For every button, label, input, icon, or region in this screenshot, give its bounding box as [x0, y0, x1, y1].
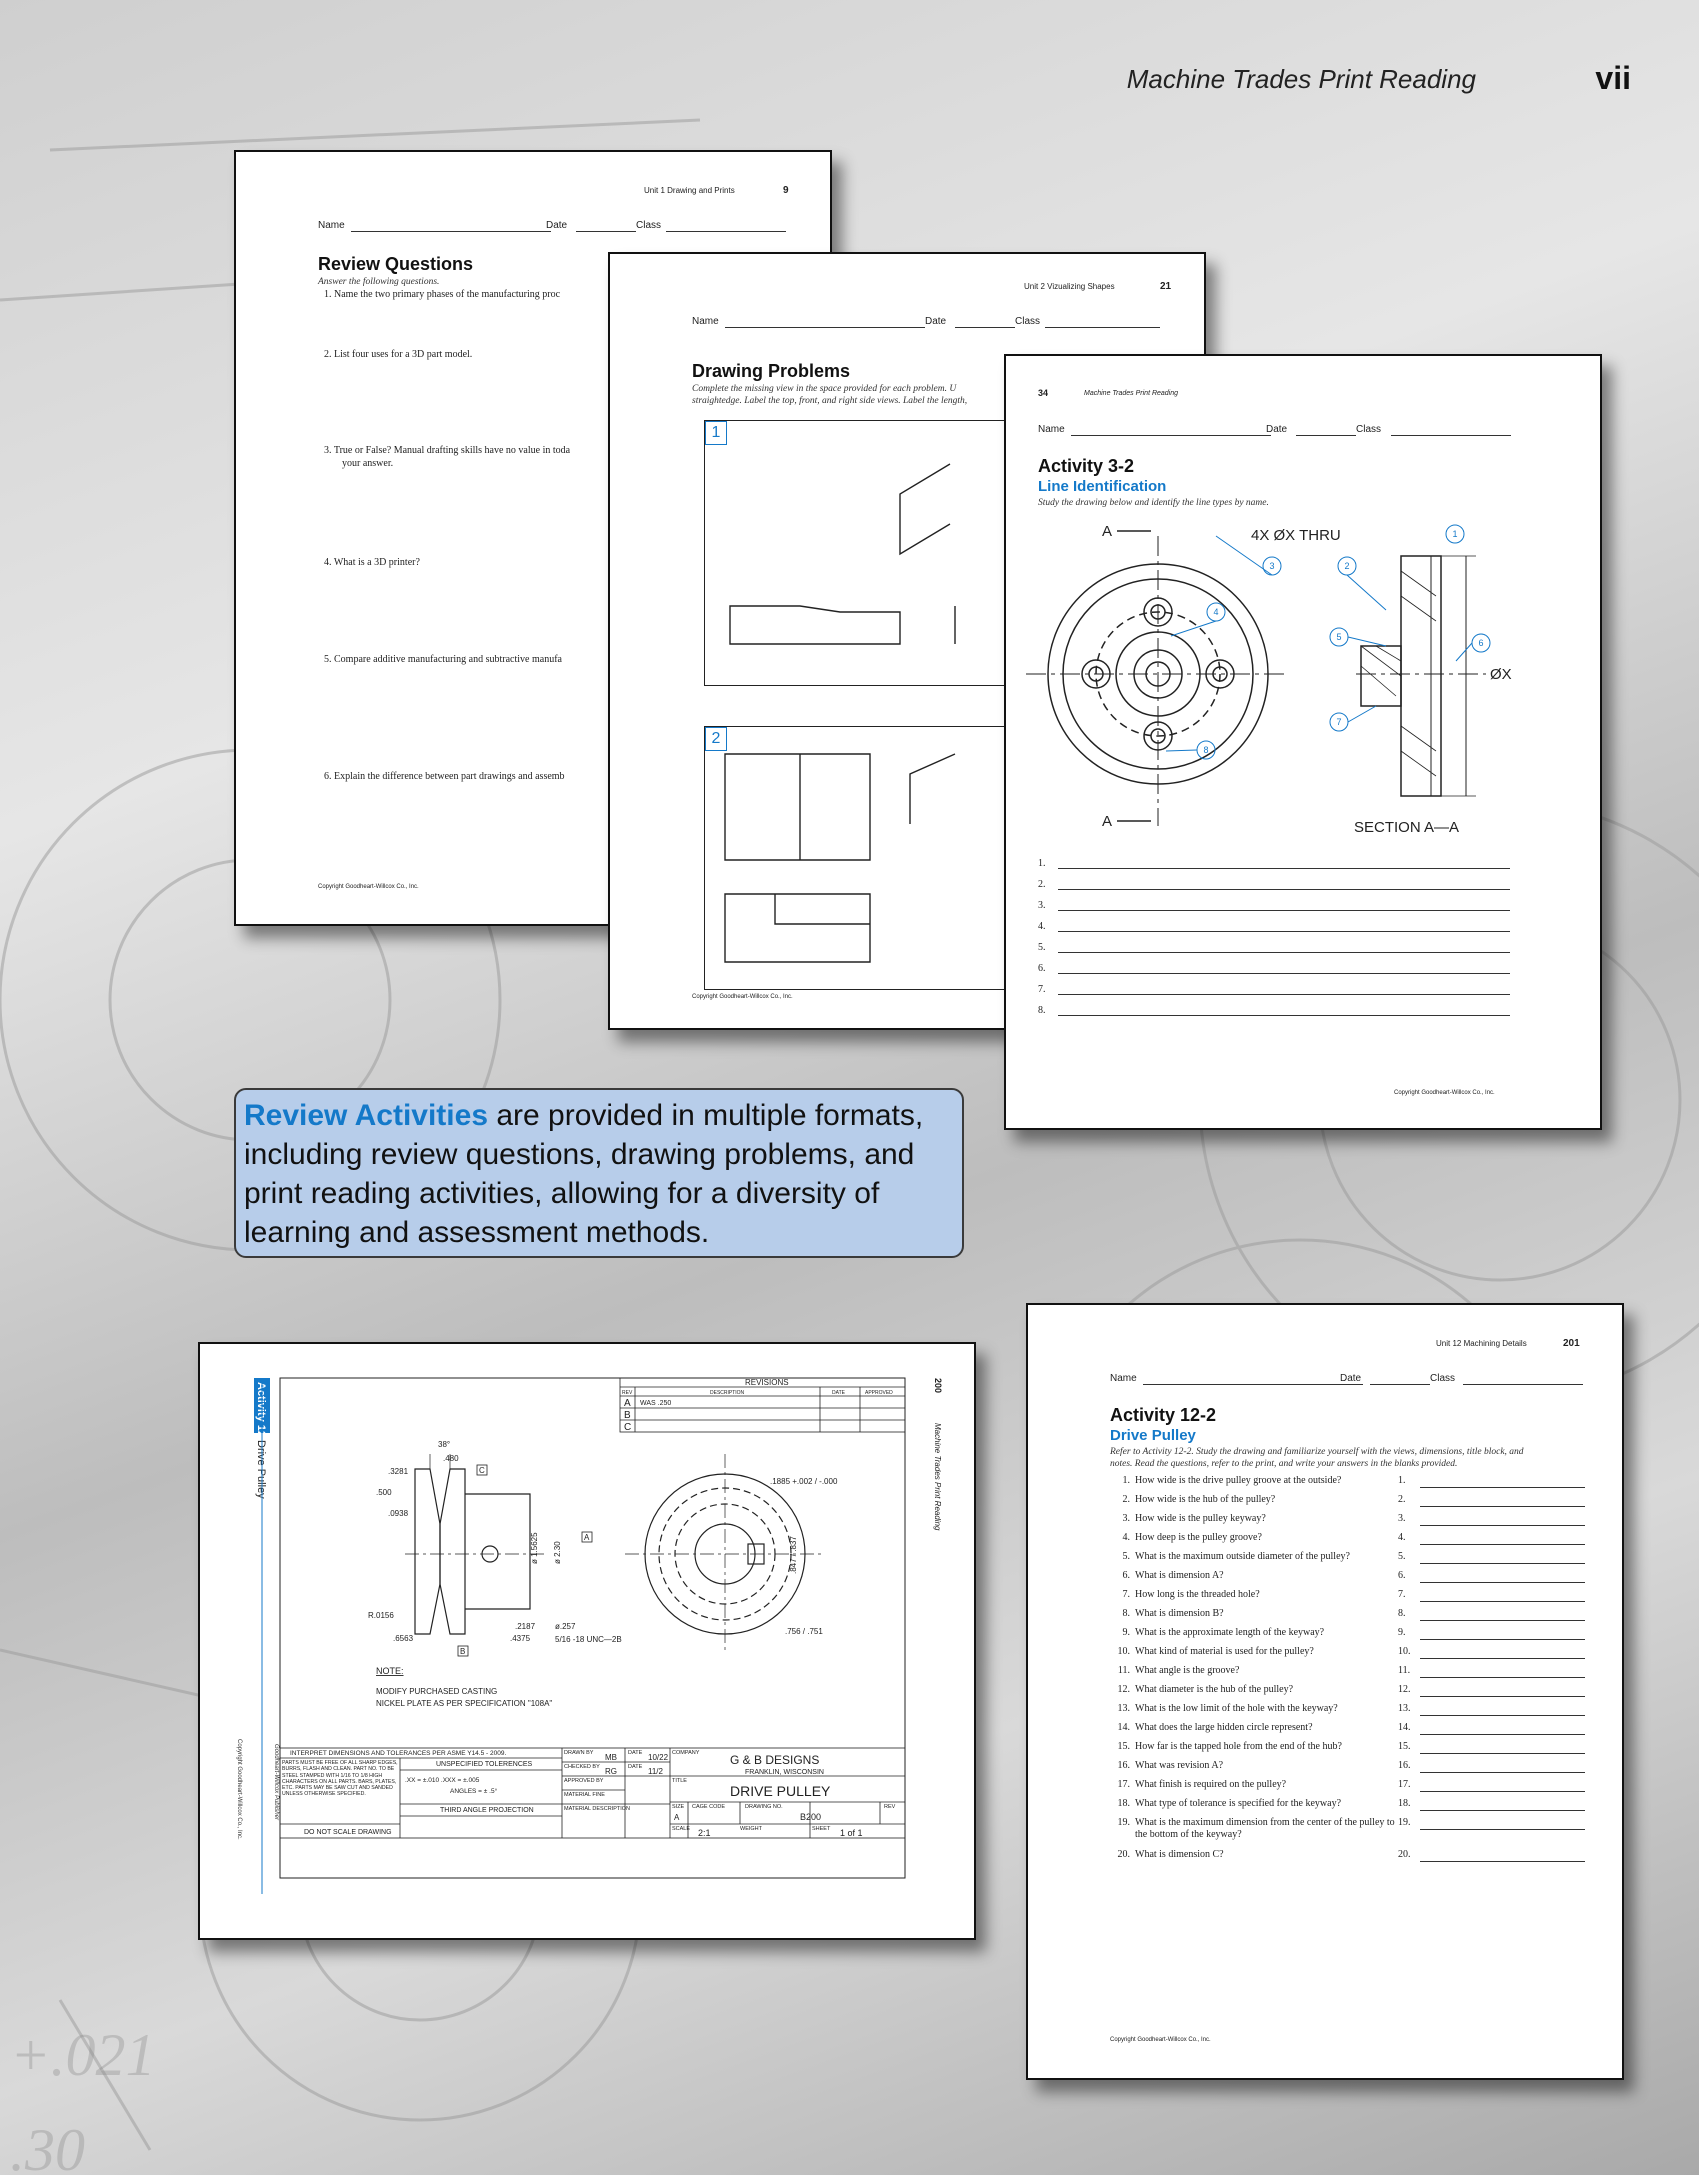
answer-number: 20. — [1398, 1849, 1411, 1860]
answer-line[interactable] — [1420, 1829, 1585, 1830]
name-label: Name — [1110, 1373, 1137, 1384]
question-number: 9. — [1122, 1627, 1130, 1638]
unspecified-tolerances: UNSPECIFIED TOLERENCES — [436, 1761, 533, 1768]
question-number: 12. — [1117, 1684, 1130, 1695]
callout-2: 2 — [1344, 561, 1350, 571]
instructions: Answer the following questions. — [318, 277, 440, 287]
date-label: DATE — [628, 1764, 643, 1770]
page-number: 21 — [1160, 281, 1172, 292]
svg-text:+.021: +.021 — [10, 2022, 156, 2088]
running-head: Machine Trades Print Reading — [933, 1423, 942, 1531]
interpret-note: INTERPRET DIMENSIONS AND TOLERANCES PER ASME Y14.5 - 2009. — [290, 1750, 507, 1757]
question-text: What is the low limit of the hole with the keyway? — [1135, 1703, 1338, 1714]
note-line: MODIFY PURCHASED CASTING — [376, 1687, 498, 1696]
line-identification-drawing — [1006, 356, 1600, 1128]
instructions: notes. Read the questions, refer to the print, and write your answers in the blanks provided. — [1110, 1459, 1458, 1469]
class-label: Class — [1430, 1373, 1456, 1384]
dim-3281: .3281 — [388, 1467, 409, 1476]
section-title: SECTION A—A — [1354, 819, 1460, 836]
dim-radius: R.0156 — [368, 1611, 394, 1620]
answer-line[interactable] — [1420, 1715, 1585, 1716]
size: A — [674, 1813, 680, 1822]
name-label: Name — [692, 316, 719, 327]
question-text: How long is the threaded hole? — [1135, 1589, 1260, 1600]
drive-pulley-print-page — [198, 1342, 976, 1940]
callout-4: 4 — [1213, 607, 1219, 617]
answer-line[interactable] — [1420, 1791, 1585, 1792]
question-number: 6. — [1122, 1570, 1130, 1581]
cage-code-label: CAGE CODE — [692, 1804, 726, 1810]
instructions: Complete the missing view in the space provided for each problem. U — [692, 384, 957, 394]
company-name: G & B DESIGNS — [730, 1753, 820, 1767]
callout-highlight: Review Activities — [244, 1099, 488, 1132]
copyright: Copyright Goodheart-Willcox Co., Inc. — [1110, 2037, 1211, 2043]
question-text: How wide is the hub of the pulley? — [1135, 1494, 1276, 1505]
running-head: Unit 12 Machining Details — [1436, 1339, 1527, 1348]
answer-number: 4. — [1038, 921, 1046, 932]
company-label: COMPANY — [672, 1750, 700, 1756]
question-text: How deep is the pulley groove? — [1135, 1532, 1262, 1543]
answer-line[interactable] — [1420, 1639, 1585, 1640]
question-number: 4. — [1122, 1532, 1130, 1543]
answer-number: 3. — [1038, 900, 1046, 911]
copyright: Copyright Goodheart-Willcox Co., Inc. — [1394, 1090, 1495, 1096]
title-label: TITLE — [672, 1778, 687, 1784]
question-text: What is dimension A? — [1135, 1570, 1224, 1581]
checked-by: RG — [605, 1767, 617, 1776]
name-label: Name — [1038, 424, 1065, 435]
name-label: Name — [318, 220, 345, 231]
dim-230: ø 2.30 — [553, 1541, 562, 1564]
answer-number: 9. — [1398, 1627, 1406, 1638]
running-head: Machine Trades Print Reading — [1084, 390, 1179, 397]
revisions-title: REVISIONS — [745, 1378, 789, 1387]
question-text: What diameter is the hub of the pulley? — [1135, 1684, 1294, 1695]
question-text: How far is the tapped hole from the end of the hub? — [1135, 1741, 1342, 1752]
question-number: 20. — [1117, 1849, 1130, 1860]
date-label: Date — [546, 220, 568, 231]
question-number: 11. — [1117, 1665, 1130, 1676]
rev-header: REV — [622, 1390, 633, 1396]
answer-number: 6. — [1398, 1570, 1406, 1581]
question: 6. Explain the difference between part drawings and assemb — [324, 771, 565, 782]
answer-number: 17. — [1398, 1779, 1411, 1790]
dim-500: .500 — [376, 1488, 392, 1497]
subheading: Line Identification — [1038, 478, 1167, 495]
side-title: Drive Pulley — [255, 1440, 267, 1499]
side-activity: Activity 12-2 — [255, 1382, 267, 1447]
sheet: 1 of 1 — [840, 1828, 863, 1838]
answer-number: 13. — [1398, 1703, 1411, 1714]
section-label-a: A — [1102, 523, 1113, 540]
dim-thread: 5/16 -18 UNC—2B — [555, 1635, 622, 1644]
answer-line[interactable] — [1420, 1734, 1585, 1735]
class-label: Class — [636, 220, 662, 231]
answer-number: 8. — [1398, 1608, 1406, 1619]
note-label: NOTE: — [376, 1666, 404, 1676]
side-copyright: Copyright Goodheart-Willcox Co., Inc. — [236, 1739, 242, 1840]
dim-a: A — [584, 1533, 590, 1542]
checked-by-label: CHECKED BY — [564, 1764, 600, 1770]
callout-3: 3 — [1269, 561, 1275, 571]
question-text: What is dimension C? — [1135, 1849, 1224, 1860]
sheet-label: SHEET — [812, 1826, 831, 1832]
tolerance-line: .XX = ±.010 .XXX = ±.005 — [405, 1777, 480, 1784]
question-text: How wide is the drive pulley groove at the outside? — [1135, 1475, 1342, 1486]
holes-label: 4X ØX THRU — [1251, 527, 1341, 544]
question-text: What is the maximum dimension from the center of the pulley to the bottom of the keyway? — [1135, 1817, 1395, 1840]
company-location: FRANKLIN, WISCONSIN — [745, 1769, 824, 1776]
svg-text:.30: .30 — [10, 2117, 85, 2175]
dim-6563: .6563 — [393, 1634, 414, 1643]
answer-number: 5. — [1038, 942, 1046, 953]
answer-line[interactable] — [1420, 1753, 1585, 1754]
answer-line[interactable] — [1420, 1487, 1585, 1488]
answer-line[interactable] — [1420, 1772, 1585, 1773]
approved-by-label: APPROVED BY — [564, 1778, 604, 1784]
diameter-label: ØX — [1490, 666, 1512, 683]
answer-number: 10. — [1398, 1646, 1411, 1657]
answer-line[interactable] — [1420, 1601, 1585, 1602]
side-publisher: Goodheart-Willcox Publisher — [273, 1744, 279, 1820]
projection: THIRD ANGLE PROJECTION — [440, 1807, 534, 1814]
dim-angle: 38° — [438, 1440, 451, 1449]
dim-847: .847 / .837 — [789, 1536, 798, 1574]
class-label: Class — [1356, 424, 1382, 435]
question-text: What angle is the groove? — [1135, 1665, 1240, 1676]
answer-number: 4. — [1398, 1532, 1406, 1543]
question-number: 16. — [1117, 1760, 1130, 1771]
rev-b: B — [624, 1410, 631, 1421]
dim-480: .480 — [443, 1454, 459, 1463]
question-number: 8. — [1122, 1608, 1130, 1619]
question-number: 10. — [1117, 1646, 1130, 1657]
question-text: How wide is the pulley keyway? — [1135, 1513, 1266, 1524]
callout-1: 1 — [1452, 529, 1458, 539]
answer-line[interactable] — [1420, 1861, 1585, 1862]
question-number: 13. — [1117, 1703, 1130, 1714]
answer-number: 15. — [1398, 1741, 1411, 1752]
copyright: Copyright Goodheart-Willcox Co., Inc. — [692, 994, 793, 1000]
question-number: 2. — [1122, 1494, 1130, 1505]
callout-text: are provided in multiple formats, including review questions, drawing problems, and print reading activities, allowing for a diversity of learning and assessment methods. — [244, 1099, 924, 1249]
question-number: 5. — [1122, 1551, 1130, 1562]
callout-5: 5 — [1336, 632, 1342, 642]
question-text: What is the approximate length of the keyway? — [1135, 1627, 1325, 1638]
answer-number: 3. — [1398, 1513, 1406, 1524]
dim-4375: .4375 — [510, 1634, 531, 1643]
class-label: Class — [1015, 316, 1041, 327]
question-number: 15. — [1117, 1741, 1130, 1752]
answer-line[interactable] — [1420, 1696, 1585, 1697]
date-1: 10/22 — [648, 1753, 669, 1762]
question: 4. What is a 3D printer? — [324, 557, 420, 568]
drawn-by-label: DRAWN BY — [564, 1750, 594, 1756]
material-label: MATERIAL FINE — [564, 1792, 605, 1798]
answer-number: 7. — [1038, 984, 1046, 995]
question-number: 18. — [1117, 1798, 1130, 1809]
drawing-number-label: DRAWING NO. — [745, 1804, 783, 1810]
answer-number: 1. — [1398, 1475, 1406, 1486]
scale: 2:1 — [698, 1828, 711, 1838]
size-label: SIZE — [672, 1804, 685, 1810]
drive-pulley-drawing — [200, 1344, 974, 1938]
question-number: 1. — [1122, 1475, 1130, 1486]
answer-number: 7. — [1398, 1589, 1406, 1600]
question-number: 14. — [1117, 1722, 1130, 1733]
date-label: DATE — [628, 1750, 643, 1756]
question-text: What finish is required on the pulley? — [1135, 1779, 1287, 1790]
question-text: What type of tolerance is specified for the keyway? — [1135, 1798, 1342, 1809]
answer-number: 18. — [1398, 1798, 1411, 1809]
rev-a: A — [624, 1398, 631, 1409]
answer-number: 2. — [1038, 879, 1046, 890]
scale-label: SCALE — [672, 1826, 691, 1832]
question-text: What does the large hidden circle represent? — [1135, 1722, 1313, 1733]
problem-number: 1 — [705, 421, 727, 445]
question-number: 17. — [1117, 1779, 1130, 1790]
rev-label: REV — [884, 1804, 896, 1810]
drawing-number: B200 — [800, 1812, 822, 1822]
dim-257: ø.257 — [555, 1622, 576, 1631]
drawing-title: DRIVE PULLEY — [730, 1783, 831, 1799]
heading: Activity 12-2 — [1110, 1405, 1217, 1425]
dim-1885: .1885 +.002 / -.000 — [770, 1477, 838, 1486]
date-2: 11/2 — [648, 1767, 663, 1776]
answer-line[interactable] — [1420, 1620, 1585, 1621]
dim-b: B — [460, 1647, 466, 1656]
answer-line[interactable] — [1420, 1525, 1585, 1526]
drawn-by: MB — [605, 1753, 617, 1762]
question: 3. True or False? Manual drafting skills have no value in toda — [324, 445, 571, 456]
callout-7: 7 — [1336, 717, 1342, 727]
question-text: What was revision A? — [1135, 1760, 1224, 1771]
callout-6: 6 — [1478, 638, 1484, 648]
rev-a-desc: WAS .250 — [640, 1400, 672, 1407]
copyright: Copyright Goodheart-Willcox Co., Inc. — [318, 884, 419, 890]
material-desc-label: MATERIAL DESCRIPTION — [564, 1806, 631, 1812]
question-text: What kind of material is used for the pulley? — [1135, 1646, 1314, 1657]
running-head: Unit 1 Drawing and Prints — [644, 186, 735, 195]
answer-number: 14. — [1398, 1722, 1411, 1733]
weight-label: WEIGHT — [740, 1826, 762, 1832]
page-number: 201 — [1563, 1338, 1580, 1349]
heading: Drawing Problems — [692, 361, 851, 381]
running-head: Unit 2 Vizualizing Shapes — [1024, 282, 1115, 291]
answer-number: 16. — [1398, 1760, 1411, 1771]
page-header — [999, 62, 1699, 102]
question-number: 19. — [1117, 1817, 1130, 1828]
activity-3-2-page — [1004, 354, 1602, 1130]
note-line: NICKEL PLATE AS PER SPECIFICATION "108A" — [376, 1699, 553, 1708]
question: 5. Compare additive manufacturing and subtractive manufa — [324, 654, 562, 665]
answer-number: 2. — [1398, 1494, 1406, 1505]
heading: Review Questions — [318, 254, 474, 274]
page-number: 9 — [783, 185, 789, 196]
dim-0938: .0938 — [388, 1509, 409, 1518]
subheading: Drive Pulley — [1110, 1427, 1196, 1444]
date-label: Date — [1266, 424, 1288, 435]
section-label-a: A — [1102, 813, 1113, 830]
answer-line[interactable] — [1420, 1582, 1585, 1583]
answer-line[interactable] — [1420, 1563, 1585, 1564]
approved-header: APPROVED — [865, 1390, 893, 1396]
page-number: 200 — [933, 1378, 943, 1394]
question: your answer. — [342, 458, 394, 469]
dim-2187: .2187 — [515, 1622, 536, 1631]
answer-number: 12. — [1398, 1684, 1411, 1695]
answer-line[interactable] — [1420, 1506, 1585, 1507]
answer-number: 1. — [1038, 858, 1046, 869]
do-not-scale: DO NOT SCALE DRAWING — [304, 1829, 392, 1836]
heading: Activity 3-2 — [1038, 456, 1135, 476]
page-number: vii — [1595, 60, 1631, 96]
instructions: Study the drawing below and identify the line types by name. — [1038, 498, 1269, 508]
dim-c: C — [479, 1466, 485, 1475]
question: 1. Name the two primary phases of the manufacturing proc — [324, 289, 561, 300]
page-number: 34 — [1038, 388, 1049, 398]
date-label: Date — [1340, 1373, 1362, 1384]
desc-header: DESCRIPTION — [710, 1390, 745, 1396]
general-notes: PARTS MUST BE FREE OF ALL SHARP EDGES, BURRS, FLASH AND CLEAN. PART NO. TO BE STEEL STAMPED WITH 1/16 TO 1/8 HIGH CHARACTERS ON ALL PARTS. BARS, PLATES, ETC. PARTS MAY BE SAW CUT AND SANDED UNLESS OTHERWISE SPECIFIED. — [282, 1760, 398, 1798]
answer-number: 6. — [1038, 963, 1046, 974]
answer-number: 11. — [1398, 1665, 1411, 1676]
review-activities-callout — [234, 1088, 964, 1258]
date-header: DATE — [832, 1390, 845, 1396]
question-number: 7. — [1122, 1589, 1130, 1600]
callout-8: 8 — [1203, 745, 1209, 755]
dim-756: .756 / .751 — [785, 1627, 823, 1636]
book-title: Machine Trades Print Reading — [1126, 64, 1476, 94]
problem-number: 2 — [705, 727, 727, 751]
answer-line[interactable] — [1420, 1658, 1585, 1659]
rev-c: C — [624, 1422, 632, 1433]
answer-line[interactable] — [1420, 1810, 1585, 1811]
instructions: straightedge. Label the top, front, and right side views. Label the length, — [692, 396, 968, 406]
answer-number: 5. — [1398, 1551, 1406, 1562]
answer-line[interactable] — [1420, 1677, 1585, 1678]
question: 2. List four uses for a 3D part model. — [324, 349, 473, 360]
dim-15625: ø 1.5625 — [530, 1532, 539, 1564]
instructions: Refer to Activity 12-2. Study the drawing and familiarize yourself with the views, dimensions, title block, and — [1110, 1447, 1524, 1457]
tolerance-line: ANGLES = ± .5° — [450, 1788, 498, 1795]
answer-line[interactable] — [1420, 1544, 1585, 1545]
question-text: What is dimension B? — [1135, 1608, 1224, 1619]
activity-12-2-page — [1026, 1303, 1624, 2080]
date-label: Date — [925, 316, 947, 327]
question-text: What is the maximum outside diameter of the pulley? — [1135, 1551, 1350, 1562]
answer-number: 8. — [1038, 1005, 1046, 1016]
answer-number: 19. — [1398, 1817, 1411, 1828]
question-number: 3. — [1122, 1513, 1130, 1524]
